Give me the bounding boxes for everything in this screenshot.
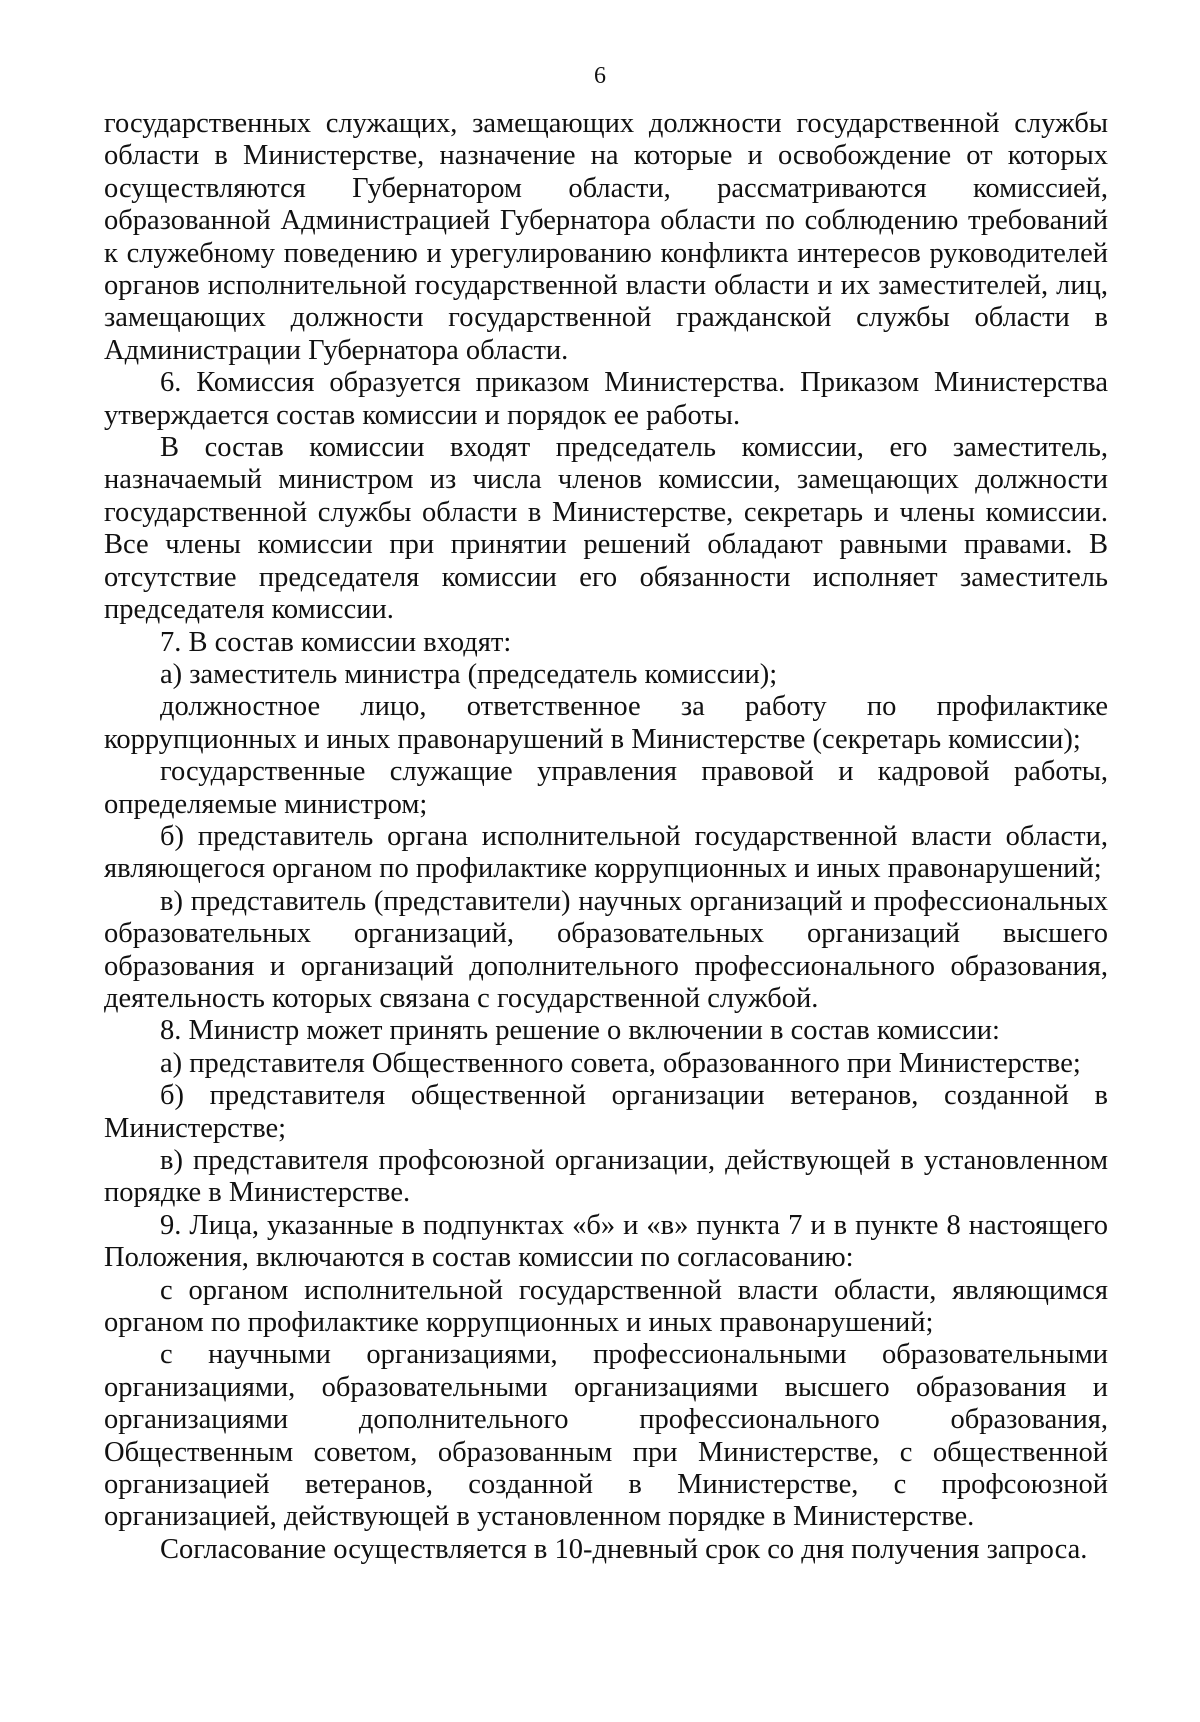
paragraph-item-7a: а) заместитель министра (председатель комиссии); <box>160 658 778 690</box>
paragraph-item-6: 6. Комиссия образуется приказом Министерства. Приказом Министерства утверждается состав комиссии и порядок ее работы. <box>104 367 1108 431</box>
page-number: 6 <box>594 63 606 89</box>
paragraph-item-8v: в) представителя профсоюзной организации, действующей в установленном порядке в Министерстве. <box>104 1145 1108 1209</box>
paragraph-item-7a-secretary: должностное лицо, ответственное за работу по профилактике коррупционных и иных правонарушений в Министерстве (секретарь комиссии); <box>104 691 1108 755</box>
paragraph-continuation: государственных служащих, замещающих должности государственной службы области в Министерстве, назначение на которые и освобождение от которых осуществляются Губернатором области, рассматриваются комиссией, образованной Администрацией Губернатора области по соблюдению требований к служебному поведению и урегулированию конфликта интересов руководителей органов исполнительной государственной власти области и их заместителей, лиц, замещающих должности государственной гражданской службы области в Администрации Губернатора области. <box>104 108 1108 366</box>
paragraph-item-8a: а) представителя Общественного совета, образованного при Министерстве; <box>160 1047 1081 1079</box>
paragraph-commission-composition: В состав комиссии входят председатель комиссии, его заместитель, назначаемый министром из числа членов комиссии, замещающих должности государственной службы области в Министерстве, секретарь и члены комиссии. Все члены комиссии при принятии решений обладают равными правами. В отсутствие председателя комиссии его обязанности исполняет заместитель председателя комиссии. <box>104 432 1108 626</box>
paragraph-item-7b: б) представитель органа исполнительной государственной власти области, являющегося органом по профилактике коррупционных и иных правонарушений; <box>104 820 1108 885</box>
paragraph-item-7a-employees: государственные служащие управления правовой и кадровой работы, определяемые министром; <box>104 756 1108 820</box>
document-body <box>104 108 1108 1566</box>
paragraph-item-8b: б) представителя общественной организации ветеранов, созданной в Министерстве; <box>104 1080 1108 1144</box>
paragraph-item-9-organizations: с научными организациями, профессиональными образовательными организациями, образовательными организациями высшего образования и организациями дополнительного профессионального образования, Общественным советом, образованным при Министерстве, с общественной организацией ветеранов, созданной в Министерстве, с профсоюзной организацией, действующей в установленном порядке в Министерстве. <box>104 1339 1108 1533</box>
paragraph-approval-term: Согласование осуществляется в 10-дневный срок со дня получения запроса. <box>160 1533 1088 1565</box>
paragraph-item-9: 9. Лица, указанные в подпунктах «б» и «в» пункта 7 и в пункте 8 настоящего Положения, включаются в состав комиссии по согласованию: <box>104 1209 1108 1274</box>
paragraph-item-7: 7. В состав комиссии входят: <box>160 626 512 658</box>
paragraph-item-8: 8. Министр может принять решение о включении в состав комиссии: <box>160 1015 1000 1047</box>
paragraph-item-9-authority: с органом исполнительной государственной власти области, являющимся органом по профилактике коррупционных и иных правонарушений; <box>104 1274 1108 1339</box>
paragraph-item-7v: в) представитель (представители) научных организаций и профессиональных образовательных организаций, образовательных организаций высшего образования и организаций дополнительного профессионального образования, деятельность которых связана с государственной службой. <box>104 885 1108 1014</box>
